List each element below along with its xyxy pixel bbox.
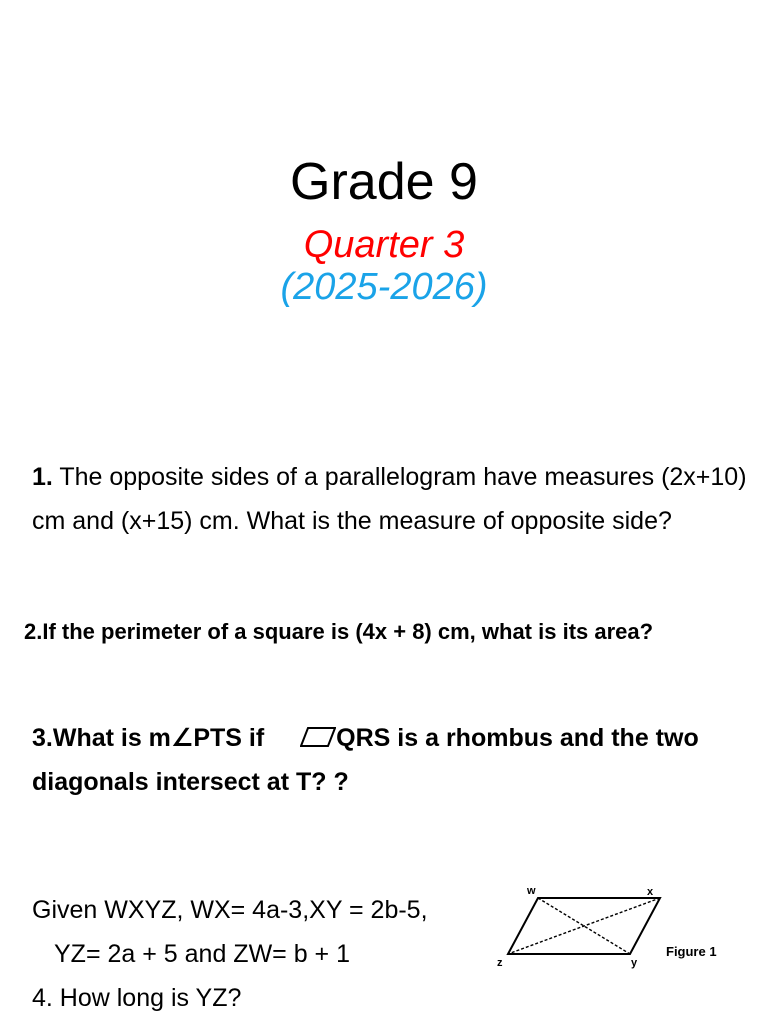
page-title: Grade 9 bbox=[290, 153, 478, 211]
question-3 bbox=[32, 716, 752, 804]
parallelogram-figure bbox=[495, 880, 670, 970]
quarter-label: Quarter 3 bbox=[303, 224, 465, 266]
figure-vertex-z: z bbox=[497, 957, 503, 969]
question-4-given-line-2: YZ= 2a + 5 and ZW= b + 1 bbox=[54, 940, 351, 968]
question-1-text: The opposite sides of a parallelogram have measures (2x+10) cm and (x+15) cm. What is the measure of opposite side? bbox=[32, 463, 747, 535]
figure-diagonal-xz bbox=[508, 898, 660, 954]
figure-caption: Figure 1 bbox=[666, 944, 717, 959]
figure-vertex-w: w bbox=[527, 885, 536, 897]
question-2: 2.If the perimeter of a square is (4x + 8) cm, what is its area? bbox=[24, 619, 654, 644]
figure-vertex-x: x bbox=[647, 886, 654, 898]
question-3-suffix: QRS is a rhombus and the two diagonals intersect at T? ? bbox=[32, 724, 699, 796]
question-4 bbox=[32, 888, 492, 1020]
question-4-question: 4. How long is YZ? bbox=[32, 984, 242, 1012]
question-1 bbox=[32, 455, 762, 543]
figure-vertex-y: y bbox=[631, 957, 638, 969]
school-year-label: (2025-2026) bbox=[280, 266, 488, 308]
question-3-prefix: 3.What is m∠PTS if bbox=[32, 724, 265, 752]
question-1-number: 1. bbox=[32, 463, 53, 491]
parallelogram-icon bbox=[300, 726, 336, 748]
question-4-given-line-1: Given WXYZ, WX= 4a-3,XY = 2b-5, bbox=[32, 896, 428, 924]
